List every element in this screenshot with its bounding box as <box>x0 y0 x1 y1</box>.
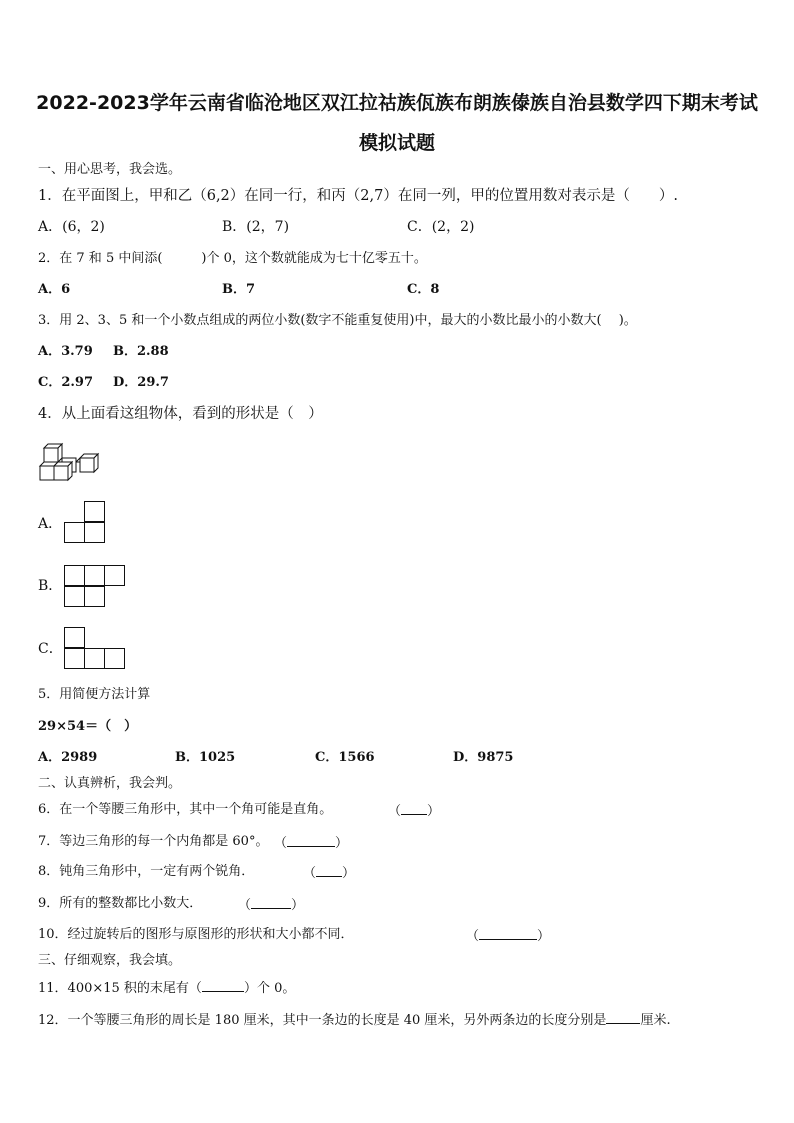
question-11-answer-blank[interactable] <box>202 978 244 992</box>
question-4-stem: 4．从上面看这组物体，看到的形状是（ ） <box>38 406 323 422</box>
option-b-grid-figure <box>63 565 127 609</box>
question-10-stem: 10．经过旋转后的图形与原图形的形状和大小都不同． <box>38 927 354 942</box>
question-12-answer-blank[interactable] <box>606 1010 640 1024</box>
section-heading-1: 一、用心思考，我会选。 <box>38 162 182 177</box>
question-5-option-b[interactable]: B．1025 <box>175 750 236 765</box>
question-6-stem: 6．在一个等腰三角形中，其中一个角可能是直角。 <box>38 802 333 817</box>
question-3-option-c[interactable]: C．2.97 <box>38 375 94 390</box>
cube-stack-figure <box>38 440 102 484</box>
question-10-answer-blank[interactable]: （ ） <box>466 926 550 946</box>
question-9-answer-blank[interactable]: （ ） <box>238 895 304 915</box>
question-6-answer-blank[interactable]: （ ） <box>388 801 440 821</box>
question-4-option-c[interactable]: C． <box>38 641 63 657</box>
question-2-stem: 2．在 7 和 5 中间添( )个 0，这个数就能成为七十亿零五十。 <box>38 251 427 266</box>
question-12-text-after: 厘米. <box>640 1013 671 1028</box>
section-heading-2: 二、认真辨析，我会判。 <box>38 776 182 791</box>
question-5-stem: 5．用简便方法计算 <box>38 687 151 702</box>
question-1-option-c[interactable]: C．(2，2) <box>407 219 475 235</box>
question-12-text-before: 12．一个等腰三角形的周长是 180 厘米，其中一条边的长度是 40 厘米，另外两条边的长度分别是 <box>38 1013 607 1028</box>
question-5-expression: 29×54＝（ ） <box>38 719 138 734</box>
question-2-option-a[interactable]: A．6 <box>38 282 71 297</box>
option-a-grid-figure <box>63 501 107 545</box>
page-title-line-2: 模拟试题 <box>358 132 435 154</box>
question-1-option-a[interactable]: A．(6，2) <box>38 219 105 235</box>
question-4-option-a[interactable]: A． <box>38 516 63 532</box>
question-4-option-b[interactable]: B． <box>38 578 63 594</box>
section-heading-3: 三、仔细观察，我会填。 <box>38 953 182 968</box>
question-11 <box>38 978 295 998</box>
question-11-text-after: ）个 0。 <box>243 981 296 996</box>
question-1-option-b[interactable]: B．(2，7) <box>222 219 290 235</box>
question-3-option-b[interactable]: B．2.88 <box>113 344 169 359</box>
question-9-stem: 9．所有的整数都比小数大． <box>38 896 203 911</box>
question-8-stem: 8．钝角三角形中，一定有两个锐角． <box>38 864 255 879</box>
option-c-grid-figure <box>63 627 127 671</box>
page-title-line-1: 2022-2023学年云南省临沧地区双江拉祜族佤族布朗族傣族自治县数学四下期末考试 <box>36 92 758 114</box>
question-2-option-c[interactable]: C．8 <box>407 282 440 297</box>
question-5-option-c[interactable]: C．1566 <box>315 750 375 765</box>
question-5-option-a[interactable]: A．2989 <box>38 750 98 765</box>
question-3-stem: 3．用 2、3、5 和一个小数点组成的两位小数(数字不能重复使用)中，最大的小数比最小的小数大( )。 <box>38 313 637 328</box>
question-3-option-a[interactable]: A．3.79 <box>38 344 93 359</box>
question-1-stem: 1．在平面图上，甲和乙（6,2）在同一行，和丙（2,7）在同一列，甲的位置用数对表示是（ ）. <box>38 188 678 204</box>
question-7-stem: 7．等边三角形的每一个内角都是 60°。 <box>38 834 269 849</box>
question-5-option-d[interactable]: D．9875 <box>453 750 514 765</box>
question-3-option-d[interactable]: D．29.7 <box>113 375 169 390</box>
question-12 <box>38 1010 671 1030</box>
question-8-answer-blank[interactable]: （ ） <box>303 863 355 883</box>
question-7-answer-blank[interactable]: （ ） <box>274 833 348 853</box>
question-11-text-before: 11．400×15 积的末尾有（ <box>38 981 202 996</box>
question-2-option-b[interactable]: B．7 <box>222 282 256 297</box>
